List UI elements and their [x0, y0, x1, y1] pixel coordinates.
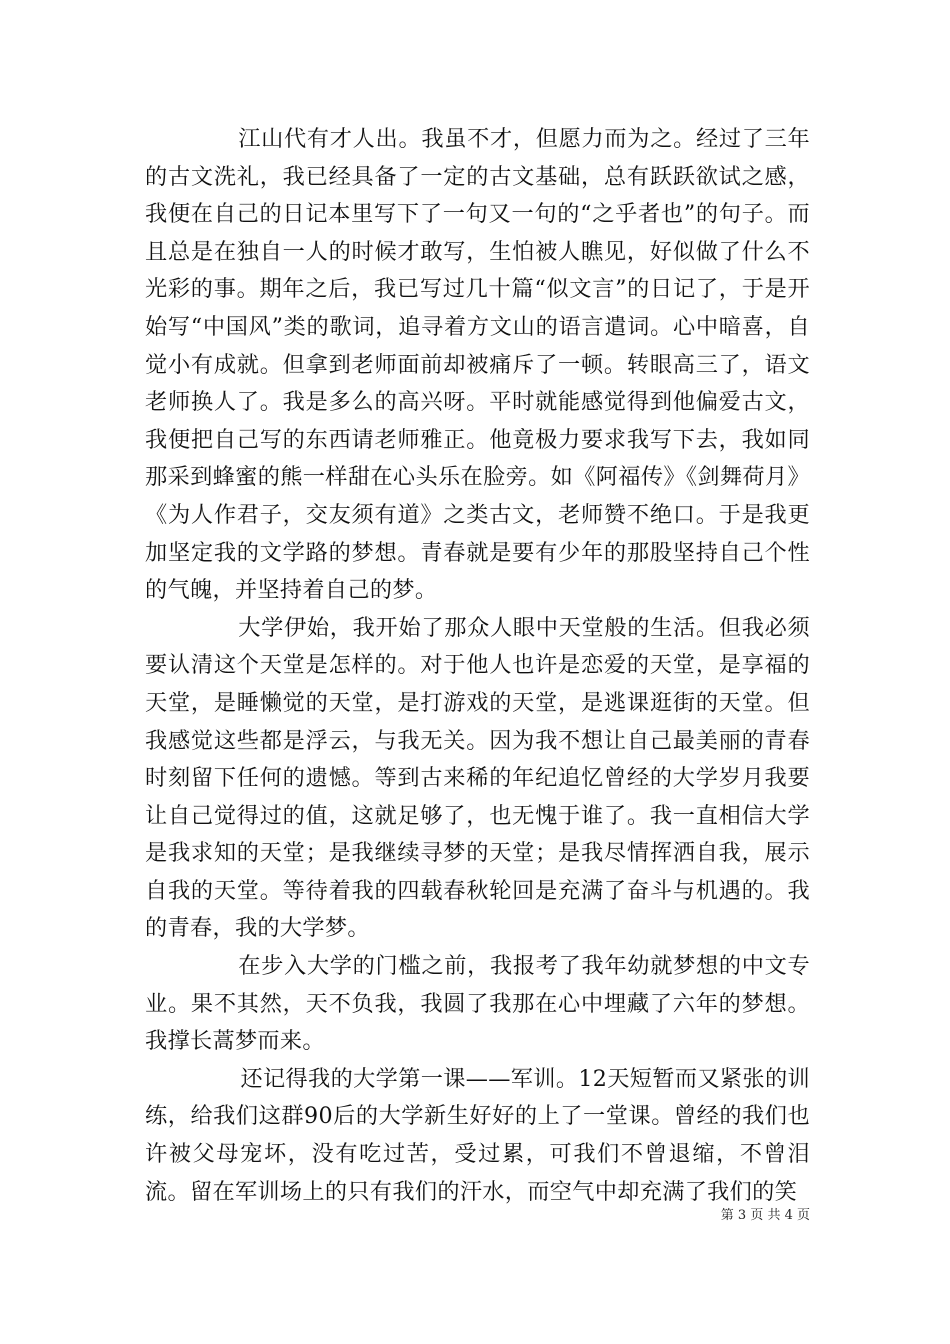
paragraph-2: 大学伊始，我开始了那众人眼中天堂般的生活。但我必须要认清这个天堂是怎样的。对于他人也许是恋爱的天堂，是享福的天堂，是睡懒觉的天堂，是打游戏的天堂，是逃课逛街的天堂。但我感觉这些都是浮云，与我无关。因为我不想让自己最美丽的青春时刻留下任何的遗憾。等到古来稀的年纪追忆曾经的大学岁月我要让自己觉得过的值，这就足够了，也无愧于谁了。我一直相信大学是我求知的天堂；是我继续寻梦的天堂；是我尽情挥洒自我，展示自我的天堂。等待着我的四载春秋轮回是充满了奋斗与机遇的。我的青春，我的大学梦。	[145, 614, 810, 942]
document-body	[145, 121, 810, 1211]
paragraph-3: 在步入大学的门槛之前，我报考了我年幼就梦想的中文专业。果不其然，天不负我，我圆了我那在心中埋藏了六年的梦想。我撑长蒿梦而来。	[145, 953, 810, 1055]
paragraph-1: 江山代有才人出。我虽不才，但愿力而为之。经过了三年的古文洗礼，我已经具备了一定的古文基础，总有跃跃欲试之感，我便在自己的日记本里写下了一句又一句的“之乎者也”的句子。而且总是在独自一人的时候才敢写，生怕被人瞧见，好似做了什么不光彩的事。期年之后，我已写过几十篇“似文言”的日记了，于是开始写“中国风”类的歌词，追寻着方文山的语言遣词。心中暗喜，自觉小有成就。但拿到老师面前却被痛斥了一顿。转眼高三了，语文老师换人了。我是多么的高兴呀。平时就能感觉得到他偏爱古文，我便把自己写的东西请老师雅正。他竟极力要求我写下去，我如同那采到蜂蜜的熊一样甜在心头乐在脸旁。如《阿福传》《剑舞荷月》《为人作君子，交友须有道》之类古文，老师赞不绝口。于是我更加坚定我的文学路的梦想。青春就是要有少年的那股坚持自己个性的气魄，并坚持着自己的梦。	[145, 126, 810, 604]
page-number-footer: 第 3 页 共 4 页	[720, 1208, 810, 1223]
paragraph-4: 还记得我的大学第一课——军训。12天短暂而又紧张的训练，给我们这群90后的大学新生好好的上了一堂课。曾经的我们也许被父母宠坏，没有吃过苦，受过累，可我们不曾退缩，不曾泪流。留在军训场上的只有我们的汗水，而空气中却充满了我们的笑	[145, 1065, 810, 1205]
